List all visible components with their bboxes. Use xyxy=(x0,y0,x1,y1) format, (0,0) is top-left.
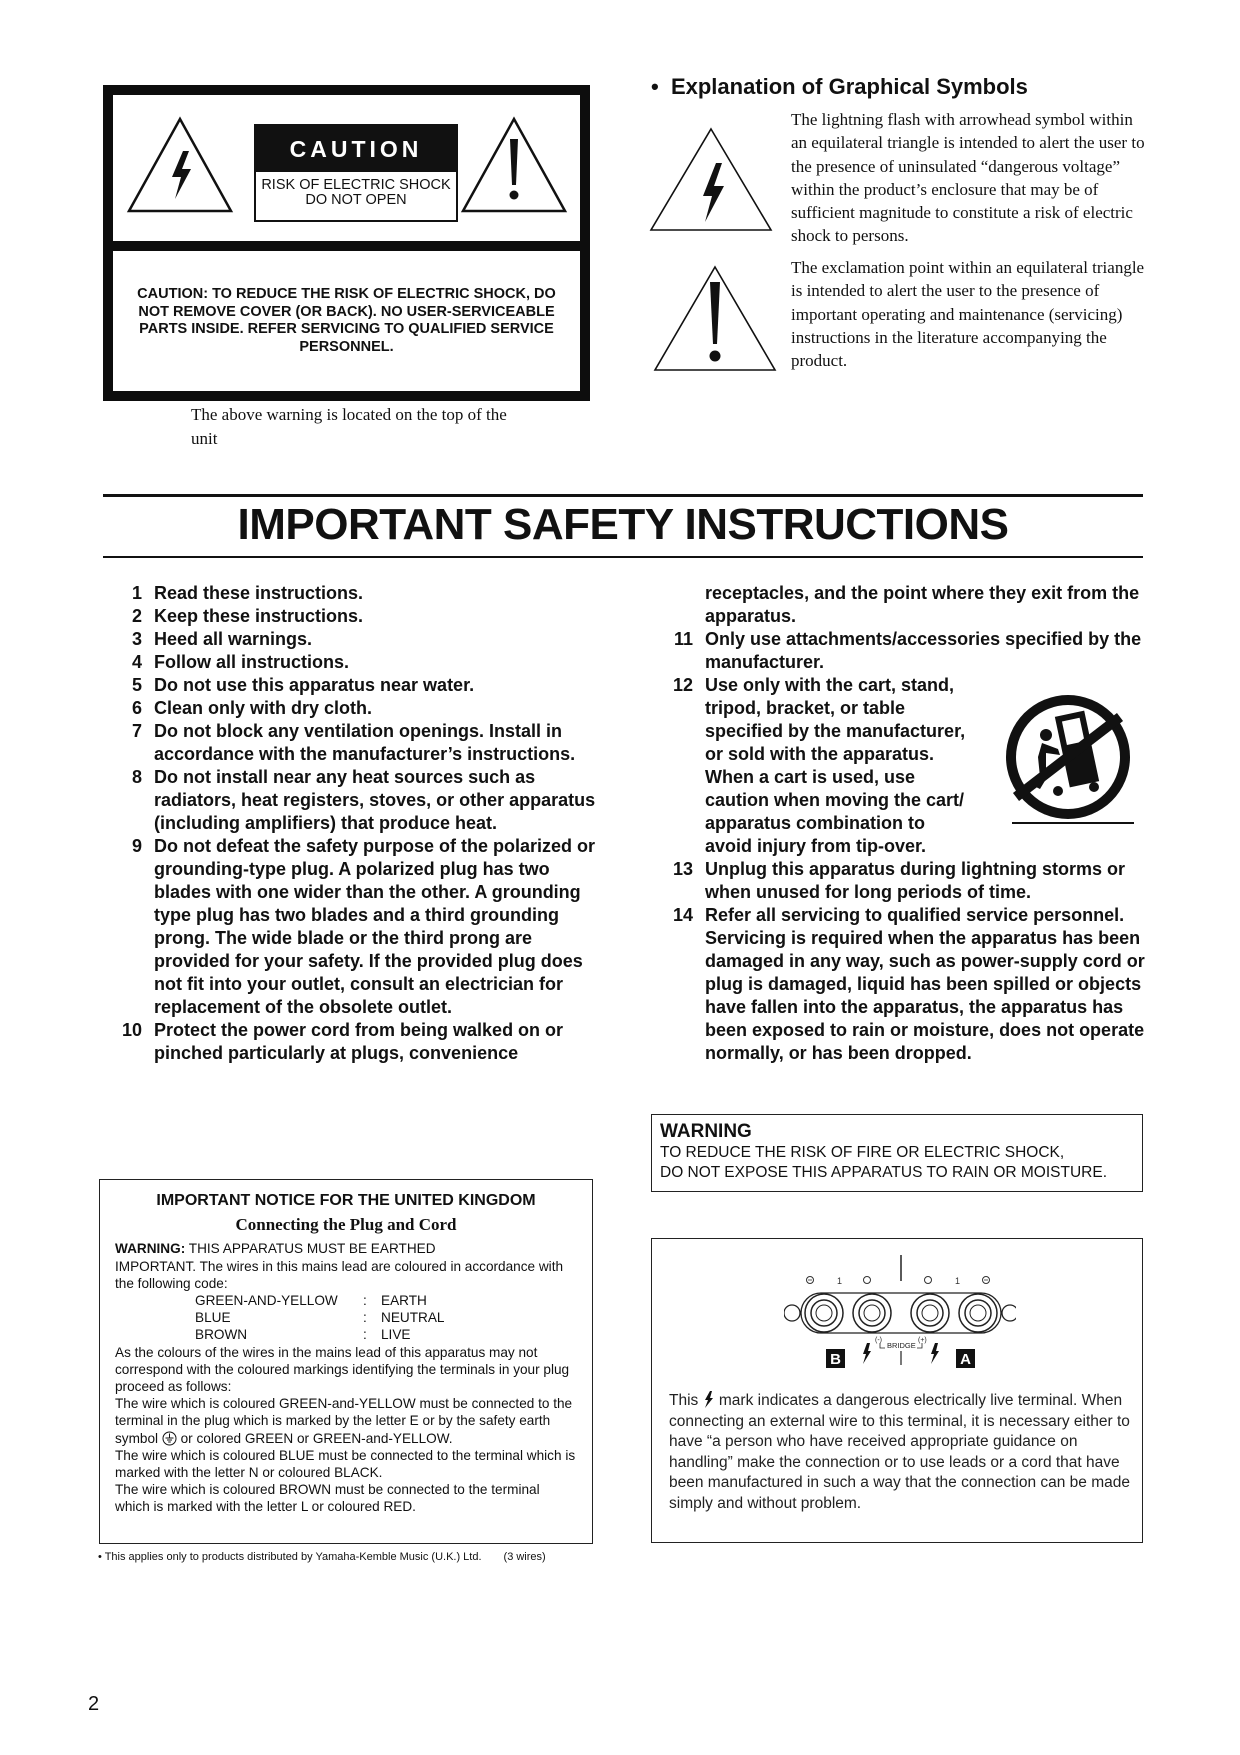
caution-warning-text: CAUTION: TO REDUCE THE RISK OF ELECTRIC SHOCK, DO NOT REMOVE COVER (OR BACK). NO USER-SERVICEABLE PARTS INSIDE. REFER SERVICING TO QUALIFIED SERVICE PERSONNEL. xyxy=(137,286,556,355)
uk-para4: The wire which is coloured BROWN must be connected to the terminal which is marked with the letter L or coloured RED. xyxy=(115,1482,540,1515)
exclamation-symbol-icon xyxy=(652,264,778,374)
warning-line1: TO REDUCE THE RISK OF FIRE OR ELECTRIC SHOCK, xyxy=(660,1144,1065,1161)
footnote xyxy=(98,1551,546,1563)
live-terminal-mark-icon xyxy=(863,1343,871,1364)
instruction-item: 14 Refer all servicing to qualified service personnel. Servicing is required when the apparatus has been damaged in any way, such as power-supply cord or plug is damaged, liquid has been spilled or objects have fallen into the apparatus, the apparatus has been exposed to rain or moisture, does not operate normally, or has been dropped. xyxy=(672,905,1145,1063)
terminal-plus-label: (+) xyxy=(918,1337,927,1344)
terminal-minus-label: (-) xyxy=(875,1337,882,1344)
caution-label-bottom xyxy=(113,251,580,391)
caution-location-note: The above warning is located on the top of the unit xyxy=(191,405,507,448)
uk-warning-text: THIS APPARATUS MUST BE EARTHED xyxy=(185,1241,436,1257)
page-number: 2 xyxy=(88,1693,100,1715)
caution-box xyxy=(254,124,458,222)
terminal-explanation: This mark indicates a dangerous electrically live terminal. When connecting an external wire to this terminal, it is necessary either to have “a person who have received appropriate guidance on handling” make the connection or to use leads or a cord that have been manufactured in such a way that the connection can be made simply and without problem. xyxy=(669,1392,1130,1512)
caution-title: CAUTION xyxy=(256,126,456,172)
caution-subtitle-line1: RISK OF ELECTRIC SHOCK xyxy=(261,177,451,193)
uk-para3: The wire which is coloured BLUE must be connected to the terminal which is marked with the letter N or coloured BLACK. xyxy=(115,1447,576,1481)
speaker-terminal-box xyxy=(651,1238,1143,1543)
terminal-1-label: 1 xyxy=(955,1276,961,1286)
lightning-symbol-icon xyxy=(648,126,774,234)
warning-line2: DO NOT EXPOSE THIS APPARATUS TO RAIN OR MOISTURE. xyxy=(660,1164,1108,1181)
symbols-heading-text: Explanation of Graphical Symbols xyxy=(670,74,1028,99)
instruction-item: 7 Do not block any ventilation openings. Install in accordance with the manufacturer’s instructions. xyxy=(131,721,576,764)
live-terminal-mark-icon xyxy=(931,1343,939,1364)
instruction-item: 9 Do not defeat the safety purpose of the polarized or grounding-type plug. A polarized plug has two blades with one wider than the other. A grounding type plug has two blades and a third grounding prong. The wide blade or the third prong are provided for your safety. If the provided plug does not fit into your outlet, consult an electrician for replacement of the obsolete outlet. xyxy=(131,836,596,1017)
footnote-text: • This applies only to products distributed by Yamaha-Kemble Music (U.K.) Ltd. xyxy=(98,1551,482,1563)
earth-ground-icon xyxy=(162,1431,177,1446)
uk-warning-line xyxy=(115,1240,577,1257)
instruction-item: 5 Do not use this apparatus near water. xyxy=(131,675,475,695)
instruction-item: 2 Keep these instructions. xyxy=(131,606,364,626)
page-title: IMPORTANT SAFETY INSTRUCTIONS xyxy=(237,500,1009,549)
exclamation-warning-icon xyxy=(459,115,569,215)
caution-label-top xyxy=(113,95,580,241)
instruction-item: 8 Do not install near any heat sources such as radiators, heat registers, stoves, or other apparatus (including amplifiers) that produce heat. xyxy=(131,767,596,833)
lightning-warning-icon xyxy=(125,115,235,215)
warning-box xyxy=(651,1114,1143,1192)
uk-para1: As the colours of the wires in the mains lead of this apparatus may not correspond with the coloured markings identifying the terminals in your plug proceed as follows: xyxy=(115,1344,570,1395)
instruction-item: 12 Use only with the cart, stand, tripod, bracket, or table specified by the manufacturer, or sold with the apparatus. When a cart is used, use caution when moving the cart/ apparatus combination to avoid injury from tip-over. xyxy=(672,675,966,856)
lightning-symbol-text: The lightning flash with arrowhead symbol within an equilateral triangle is intended to alert the user to the presence of uninsulated “dangerous voltage” within the product’s enclosure that may be of sufficient magnitude to constitute a risk of electric shock to persons. xyxy=(791,110,1145,246)
wire-code-row: BROWN : LIVE xyxy=(195,1327,411,1343)
wire-code-row: BLUE : NEUTRAL xyxy=(195,1310,445,1326)
symbols-heading xyxy=(651,74,1028,100)
uk-warning-label: WARNING: xyxy=(115,1241,186,1257)
terminal-a-label: A xyxy=(960,1351,971,1368)
warning-title: WARNING xyxy=(660,1121,752,1142)
terminal-1-label: 1 xyxy=(837,1276,843,1286)
title-rule-top xyxy=(103,494,1143,497)
instruction-item: 4 Follow all instructions. xyxy=(131,652,350,672)
uk-notice-subtitle: Connecting the Plug and Cord xyxy=(235,1215,457,1235)
terminal-b-label: B xyxy=(830,1351,841,1368)
uk-para2: The wire which is coloured GREEN-and-YELLOW must be connected to the terminal in the plug which is marked by the letter E or by the safety earth symbol or colored GREEN or GREEN-and-YELLOW. xyxy=(115,1396,573,1446)
instruction-item-continued: receptacles, and the point where they exit from the apparatus. xyxy=(705,583,1140,626)
instruction-item: 11 Only use attachments/accessories specified by the manufacturer. xyxy=(673,629,1142,672)
instruction-item: 1 Read these instructions. xyxy=(131,583,364,603)
bullet: • xyxy=(651,74,671,99)
uk-notice-box xyxy=(99,1179,593,1544)
live-terminal-mark-icon xyxy=(703,1391,715,1408)
terminal-bridge-label: BRIDGE xyxy=(887,1341,916,1350)
exclamation-symbol-text: The exclamation point within an equilateral triangle is intended to alert the user to the presence of important operating and maintenance (servicing) instructions in the literature accompanying the product. xyxy=(791,258,1145,371)
uk-important-text: IMPORTANT. The wires in this mains lead are coloured in accordance with the following code: xyxy=(115,1258,564,1291)
cart-tip-over-warning-icon xyxy=(1002,693,1142,831)
footnote-wires: (3 wires) xyxy=(503,1551,546,1563)
caution-subtitle-line2: DO NOT OPEN xyxy=(305,192,407,208)
title-rule-bottom xyxy=(103,556,1143,558)
instruction-item: 10 Protect the power cord from being walked on or pinched particularly at plugs, convenience xyxy=(121,1020,564,1063)
speaker-terminal-diagram xyxy=(784,1251,1016,1369)
instructions-left-column xyxy=(117,582,597,1065)
instruction-item: 13 Unplug this apparatus during lightning storms or when unused for long periods of time. xyxy=(672,859,1125,902)
uk-notice-title: IMPORTANT NOTICE FOR THE UNITED KINGDOM xyxy=(156,1192,536,1209)
caution-label xyxy=(103,85,590,401)
instruction-item: 6 Clean only with dry cloth. xyxy=(131,698,373,718)
instruction-item: 3 Heed all warnings. xyxy=(131,629,313,649)
wire-code-row: GREEN-AND-YELLOW : EARTH xyxy=(195,1293,427,1309)
caution-subtitle xyxy=(256,172,456,208)
